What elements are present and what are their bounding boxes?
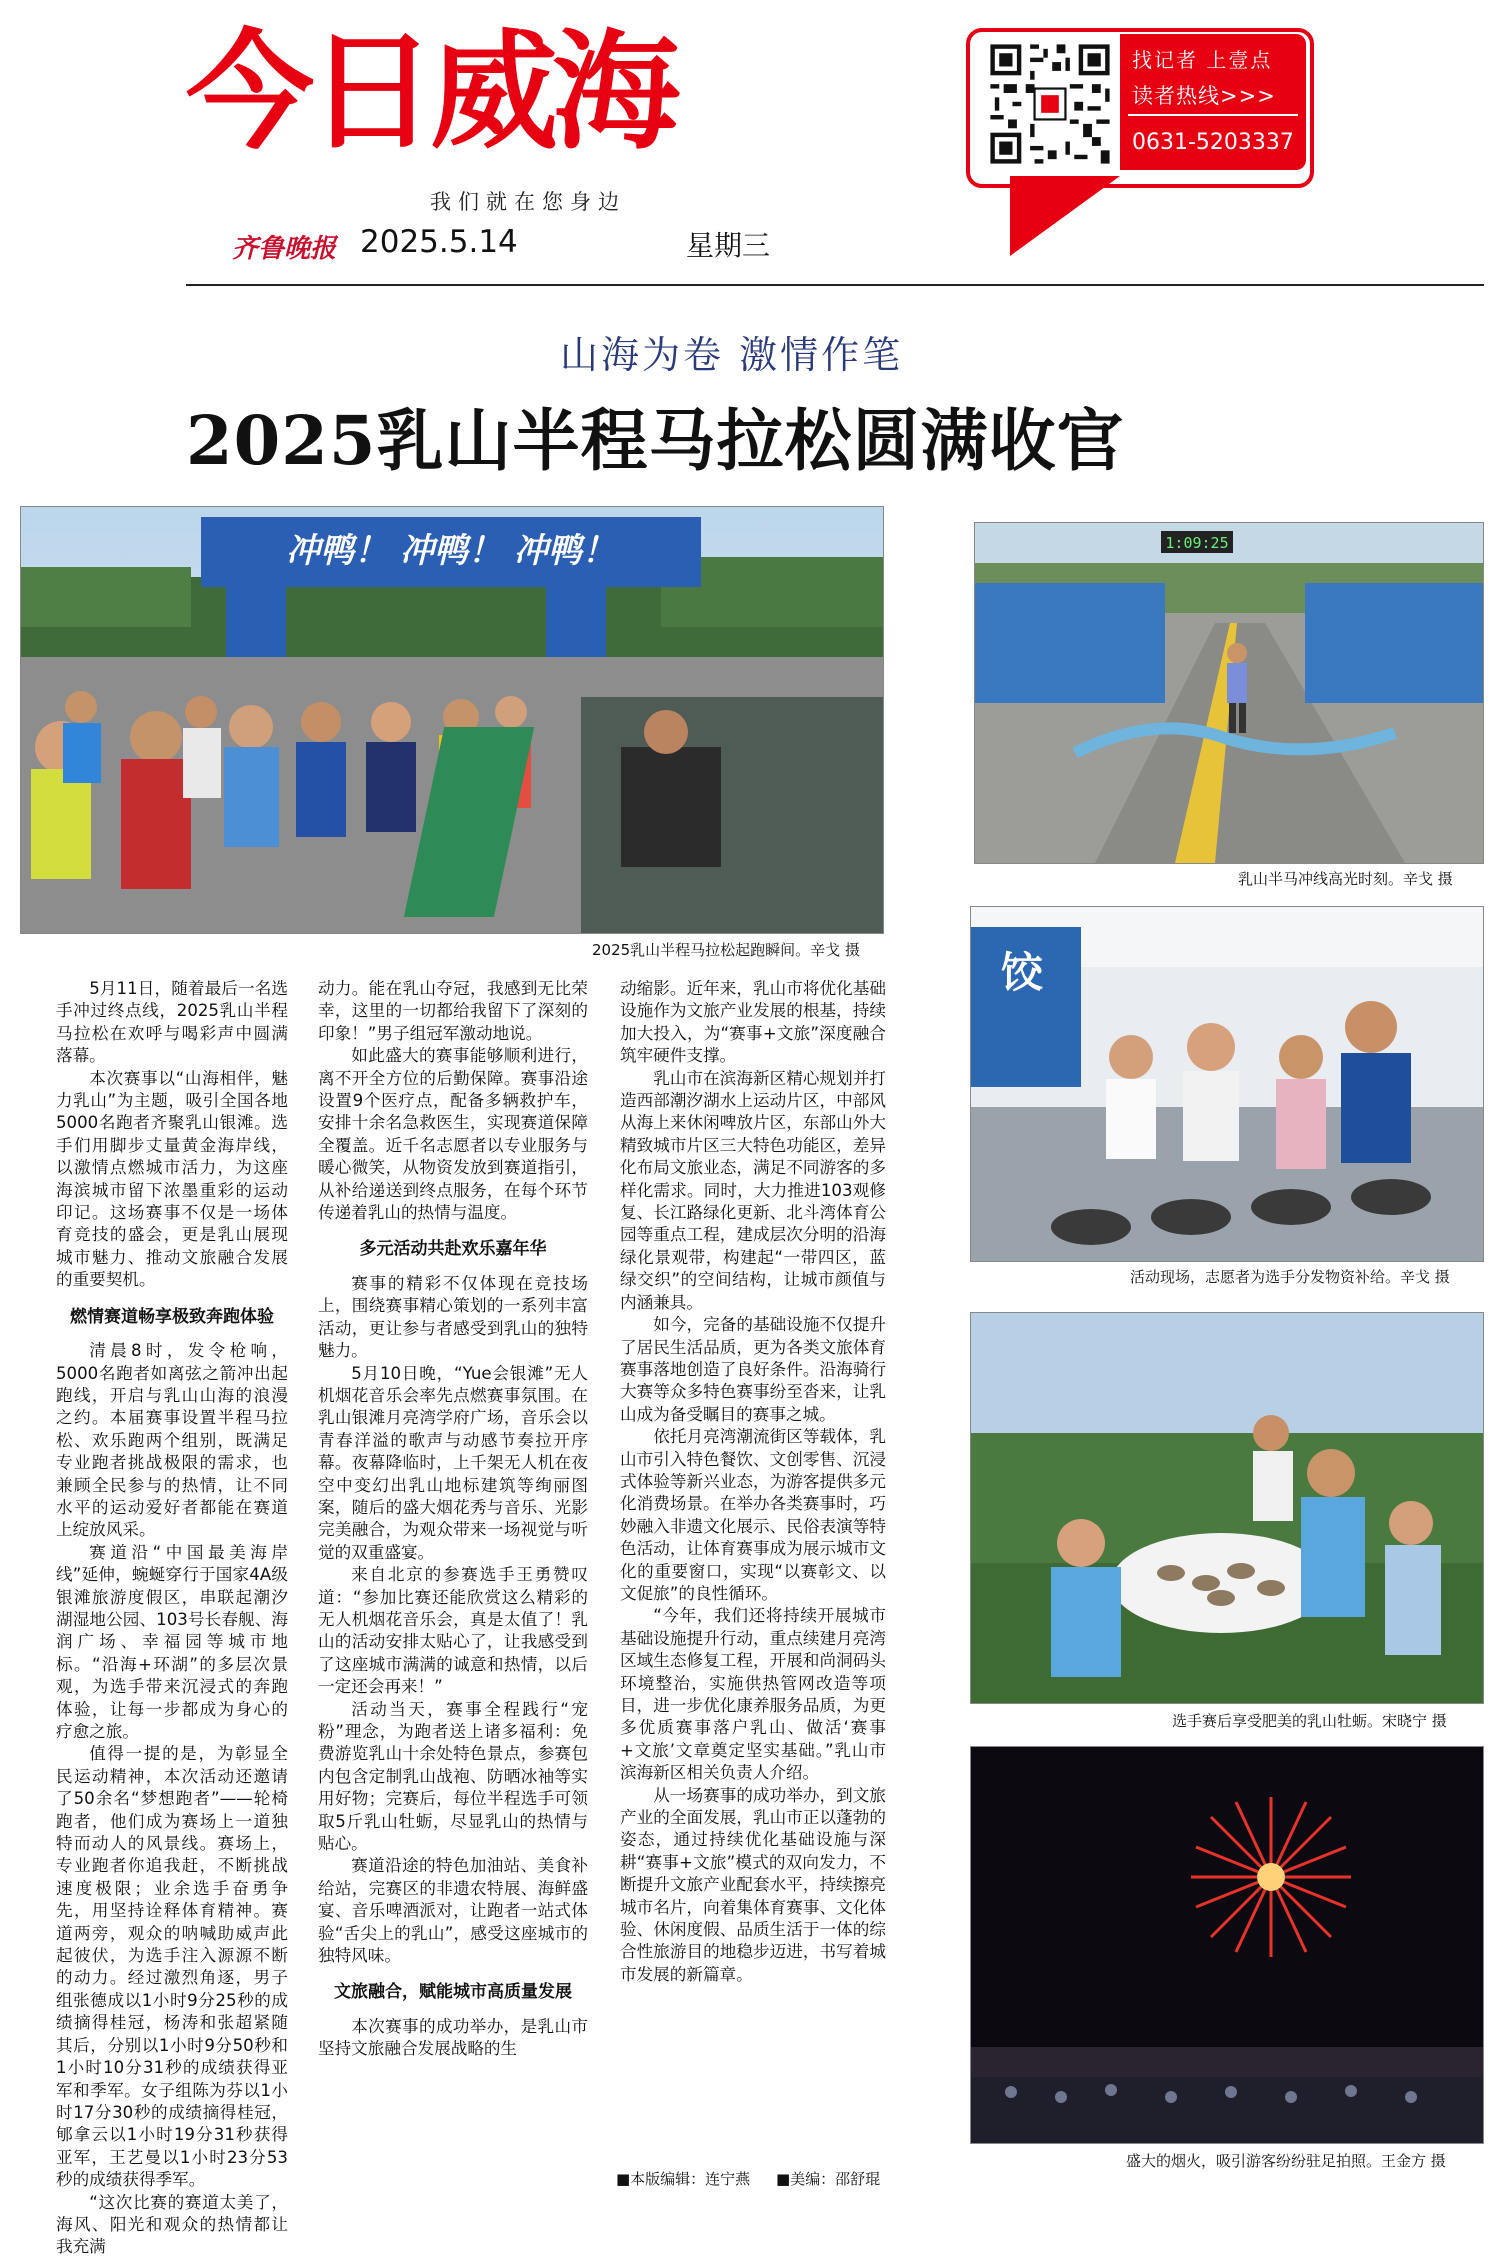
arch-banner-text: 冲鸭！ 冲鸭！ 冲鸭！ [286, 531, 616, 571]
hotline-slogan: 找记者 上壹点 [1132, 48, 1273, 72]
caption-finish-line: 乳山半马冲线高光时刻。辛戈 摄 [1238, 870, 1453, 888]
article-column-1 [56, 978, 288, 2259]
caption-fireworks: 盛大的烟火，吸引游客纷纷驻足拍照。王金方 摄 [1126, 2152, 1446, 2170]
footer-editor: ■本版编辑：连宁燕 [616, 2170, 751, 2188]
paragraph: 动缩影。近年来，乳山市将优化基础设施作为文旅产业发展的根基，持续加大投入，为“赛事+文旅”深度融合筑牢硬件支撑。 [620, 979, 886, 1066]
issue-weekday: 星期三 [686, 229, 771, 262]
subheading-tourism: 文旅融合，赋能城市高质量发展 [334, 1982, 572, 2003]
photo-oysters [970, 1312, 1484, 1704]
masthead-rule [186, 284, 1484, 286]
caption-volunteers: 活动现场，志愿者为选手分发物资补给。辛戈 摄 [1130, 1268, 1450, 1286]
paragraph: 赛道沿“中国最美海岸线”延伸，蜿蜒穿行于国家4A级银滩旅游度假区，串联起潮汐湖湿地公园、103号长春舰、海润广场、幸福园等城市地标。“沿海+环湖”的多层次景观，为选手带来沉浸式的奔跑体验，让每一步都成为身心的疗愈之旅。 [56, 1542, 288, 1741]
article-column-3 [620, 978, 886, 1986]
masthead-slogan: 我们就在您身边 [430, 190, 626, 214]
footer-designer: ■美编：邵舒琨 [776, 2170, 881, 2188]
paragraph: “这次比赛的赛道太美了，海风、阳光和观众的热情都让我充满 [56, 2192, 288, 2257]
hotline-number: 0631-5203337 [1132, 130, 1294, 155]
paragraph: 乳山市在滨海新区精心规划并打造西部潮汐湖水上运动片区，中部风从海上来休闲啤放片区，东部山外大精致城市片区三大特色功能区，差异化布局文旅业态，满足不同游客的多样化需求。同时，大力推进103观修复、长江路绿化更新、北斗湾体育公园等重点工程，建成层次分明的沿海绿化景观带，构建起“一带四区，蓝绿交织”的空间结构，让城市颜值与内涵兼具。 [620, 1068, 886, 1312]
article-column-2 [318, 978, 588, 2061]
paragraph: 清晨8时，发令枪响，5000名跑者如离弦之箭冲出起跑线，开启与乳山山海的浪漫之约。本届赛事设置半程马拉松、欢乐跑两个组别，既满足专业跑者挑战极限的需求，也兼顾全民参与的热情，让不同水平的运动爱好者都能在赛道上绽放风采。 [56, 1341, 288, 1540]
caption-oysters: 选手赛后享受肥美的乳山牡蛎。宋晓宁 摄 [1172, 1712, 1447, 1730]
paragraph: 赛事的精彩不仅体现在竞技场上，围绕赛事精心策划的一系列丰富活动，更让参与者感受到乳山的独特魅力。 [318, 1273, 588, 1361]
paragraph: 本次赛事以“山海相伴，魅力乳山”为主题，吸引全国各地5000名跑者齐聚乳山银滩。选手们用脚步丈量黄金海岸线，以激情点燃城市活力，为这座海滨城市留下浓墨重彩的运动印记。这场赛事不仅是一场体育竞技的盛会，更是乳山展现城市魅力、推动文旅融合发展的重要契机。 [56, 1068, 288, 1290]
paragraph: “今年，我们还将持续开展城市基础设施提升行动，重点续建月亮湾区域生态修复工程，开展和尚洞码头环境整治，实施供热管网改造等项目，进一步优化康养服务品质，为更多优质赛事落户乳山、做活‘赛事+文旅’文章奠定坚实基础。”乳山市滨海新区相关负责人介绍。 [620, 1606, 886, 1783]
paragraph: 如此盛大的赛事能够顺利进行，离不开全方位的后勤保障。赛事沿途设置9个医疗点，配备多辆救护车，安排十余名急救医生，实现赛道保障全覆盖。近千名志愿者以专业服务与暖心微笑，从物资发放到赛道指引，从补给递送到终点服务，在每个环节传递着乳山的热情与温度。 [318, 1046, 588, 1223]
paragraph: 活动当天，赛事全程践行“宠粉”理念，为跑者送上诸多福利：免费游览乳山十余处特色景点，参赛包内包含定制乳山战袍、防晒冰袖等实用好物；完赛后，每位半程选手可领取5斤乳山牡蛎，尽显乳山的热情与贴心。 [318, 1699, 588, 1854]
masthead-title: 今日威海 [186, 18, 675, 167]
paragraph: 本次赛事的成功举办，是乳山市坚持文旅融合发展战略的生 [318, 2016, 588, 2059]
photo-finish-line [974, 522, 1484, 864]
hotline-label: 读者热线>>> [1132, 84, 1276, 108]
photo-fireworks [970, 1746, 1484, 2144]
photo-volunteers [970, 906, 1484, 1262]
paragraph: 如今，完备的基础设施不仅提升了居民生活品质，更为各类文旅体育赛事落地创造了良好条件。沿海骑行大赛等众多特色赛事纷至沓来，让乳山成为备受瞩目的赛事之城。 [620, 1315, 886, 1424]
paragraph: 5月10日晚，“Yue会银滩”无人机烟花音乐会率先点燃赛事氛围。在乳山银滩月亮湾学府广场，音乐会以青春洋溢的歌声与动感节奏拉开序幕。夜幕降临时，上千架无人机在夜空中变幻出乳山地标建筑等绚丽图案，随后的盛大烟花秀与音乐、光影完美融合，为观众带来一场视觉与听觉的双重盛宴。 [318, 1363, 588, 1562]
paragraph: 动力。能在乳山夺冠，我感到无比荣幸，这里的一切都给我留下了深刻的印象！”男子组冠军激动地说。 [318, 979, 588, 1043]
finish-clock: 1:09:25 [1165, 534, 1229, 552]
paragraph: 5月11日，随着最后一名选手冲过终点线，2025乳山半程马拉松在欢呼与喝彩声中圆满落幕。 [56, 979, 288, 1066]
paragraph: 赛道沿途的特色加油站、美食补给站，完赛区的非遗农特展、海鲜盛宴、音乐啤酒派对，让跑者一站式体验“舌尖上的乳山”，感受这座城市的独特风味。 [318, 1856, 588, 1966]
caption-marathon-start: 2025乳山半程马拉松起跑瞬间。辛戈 摄 [592, 941, 860, 959]
hotline-pointer [1010, 176, 1120, 256]
subheading-race: 燃情赛道畅享极致奔跑体验 [70, 1306, 274, 1327]
photo-marathon-start [20, 506, 884, 934]
hotline-divider [1128, 114, 1298, 116]
article-headline: 2025乳山半程马拉松圆满收官 [186, 401, 1125, 480]
paragraph: 依托月亮湾潮流街区等载体，乳山市引入特色餐饮、文创零售、沉浸式体验等新兴业态，为游客提供多元化消费场景。在举办各类赛事时，巧妙融入非遗文化展示、民俗表演等特色活动，让体育赛事成为展示城市文化的重要窗口，实现“以赛彰文、以文促旅”的良性循环。 [620, 1427, 886, 1603]
article-kicker: 山海为卷 激情作笔 [560, 333, 904, 377]
paper-name: 齐鲁晚报 [232, 234, 337, 264]
paragraph: 来自北京的参赛选手王勇赞叹道：“参加比赛还能欣赏这么精彩的无人机烟花音乐会，真是太值了！乳山的活动安排太贴心了，让我感受到了这座城市满满的诚意和热情，以后一定还会再来！” [318, 1565, 588, 1697]
paragraph: 值得一提的是，为彰显全民运动精神，本次活动还邀请了50余名“梦想跑者”——轮椅跑者，他们成为赛场上一道独特而动人的风景线。赛场上，专业跑者你追我赶，不断挑战速度极限；业余选手奋勇争先，用坚持诠释体育精神。赛道两旁，观众的呐喊助威声此起彼伏，为选手注入源源不断的动力。经过激烈角逐，男子组张德成以1小时9分25秒的成绩摘得桂冠，杨涛和张超紧随其后，分别以1小时9分50秒和1小时10分31秒的成绩获得亚军和季军。女子组陈为芬以1小时17分30秒的成绩摘得桂冠，郇拿云以1小时19分31秒获得亚军，王艺曼以1小时23分53秒的成绩获得季军。 [56, 1744, 288, 2190]
qr-code-icon[interactable] [986, 40, 1114, 168]
issue-date: 2025.5.14 [360, 224, 518, 260]
volunteer-sign-text: 饺 [1001, 948, 1044, 997]
subheading-activities: 多元活动共赴欢乐嘉年华 [359, 1239, 547, 1260]
paragraph: 从一场赛事的成功举办，到文旅产业的全面发展，乳山市正以蓬勃的姿态，通过持续优化基础设施与深耕“赛事+文旅”模式的双向发力，不断提升文旅产业配套水平，持续擦亮城市名片，向着集体育赛事、文化体验、休闲度假、品质生活于一体的综合性旅游目的地稳步迈进，书写着城市发展的新篇章。 [620, 1785, 886, 1984]
